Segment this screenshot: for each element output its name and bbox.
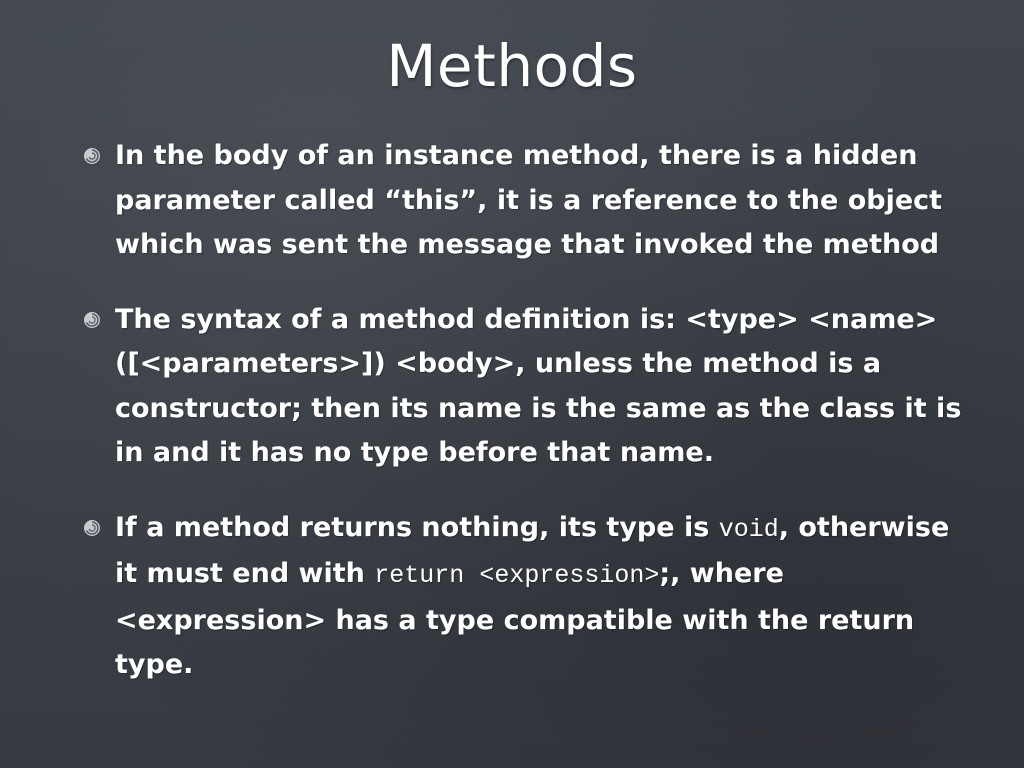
bullet-item-2 xyxy=(82,298,972,476)
swirl-bullet-icon xyxy=(82,146,102,166)
bullet-list xyxy=(82,134,972,688)
bullet-text-part-1: If a method returns nothing, its type is xyxy=(115,511,719,543)
swirl-bullet-icon xyxy=(82,310,102,330)
swirl-bullet-icon xyxy=(82,518,102,538)
bullet-text-part-3: ;, where <expression> has a type compatible with the return type. xyxy=(115,558,915,680)
bullet-text-part-2: , otherwise it must end with xyxy=(115,511,950,589)
bullet-item-1 xyxy=(82,134,972,268)
bullet-text: The syntax of a method definition is: <type> <name> ([<parameters>]) <body>, unless the method is a constructor; then its name is the same as the class it is in and it has no type before that name. xyxy=(115,303,962,468)
code-void: void xyxy=(718,514,779,544)
code-return-expression: return <expression> xyxy=(374,561,660,590)
bullet-item-3 xyxy=(82,506,972,688)
bullet-text: In the body of an instance method, there is a hidden parameter called “this”, it is a reference to the object which was sent the message that invoked the method xyxy=(115,140,943,260)
slide-title: Methods xyxy=(386,32,638,100)
